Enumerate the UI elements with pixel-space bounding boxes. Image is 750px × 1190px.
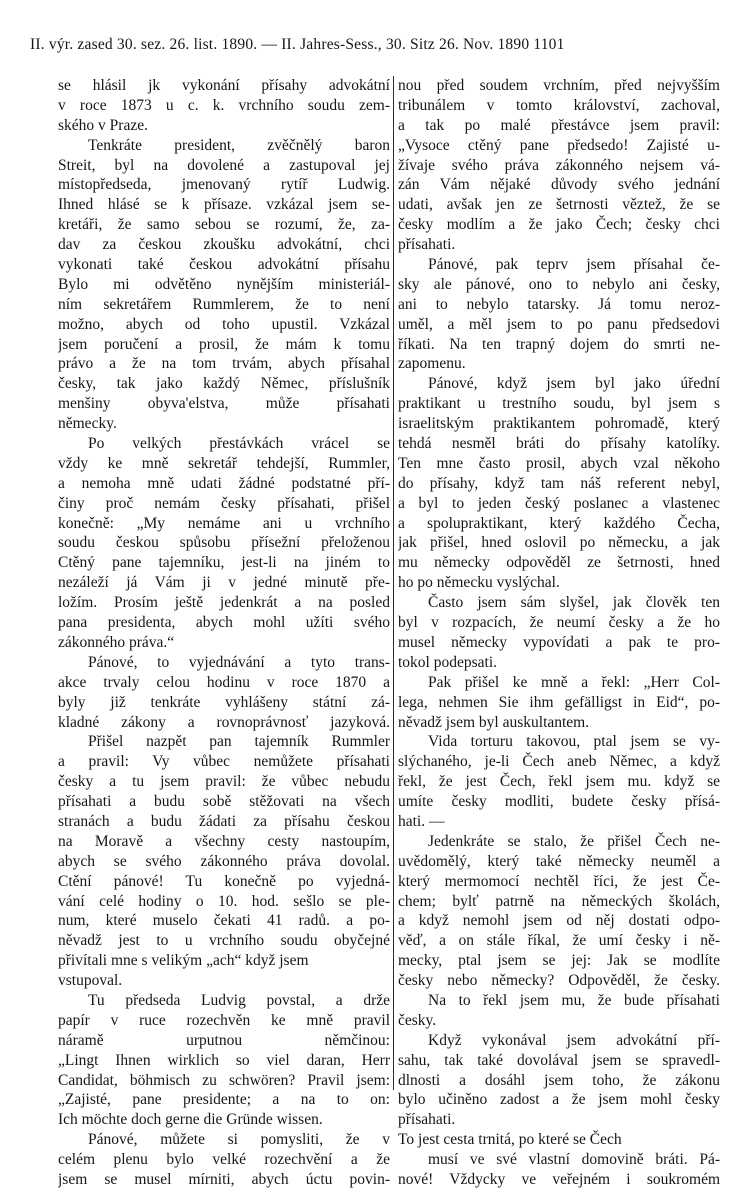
text-line: ského v Praze. — [58, 116, 148, 134]
text-line: dav za českou zkoušku advokátní, chci — [58, 236, 390, 254]
text-line: žívaje svého práva zákonného nejsem vá- — [398, 156, 720, 174]
text-line: Ten mne často prosil, abych vzal někoho — [398, 454, 720, 472]
text-line: papír v ruce rozechvěn ke mně pravil — [58, 1011, 390, 1029]
text-line: Pánové, když jsem byl jako úřední — [428, 375, 720, 393]
text-line: Tu předseda Ludvig povstal, a drže — [88, 991, 390, 1009]
text-line: jak přišel, hned oslovil po německu, a jak — [398, 534, 720, 552]
text-line: ani to nebylo tatarsky. Já tomu neroz- — [398, 295, 720, 313]
text-line: Vida torturu takovou, ptal jsem se vy- — [428, 733, 720, 751]
text-line: uměl, a měl jsem to po panu předsedovi — [398, 315, 720, 333]
text-line: celém plenu bylo velké rozechvění a že — [58, 1151, 390, 1169]
text-line: chem; bylť patrně na německých školách, — [398, 892, 720, 910]
text-line: „Vysoce ctěný pane předsedo! Zajisté u- — [398, 136, 720, 154]
text-line: vždy ke mně sekretář tehdejší, Rummler, — [58, 454, 390, 472]
text-line: přivítali mne s velikým „ach“ když jsem — [58, 952, 309, 970]
text-line: tehdá nesměl bráti do přísahy katolíky. — [398, 435, 720, 453]
text-line: ním sekretářem Rummlerem, že to není — [58, 295, 390, 313]
text-line: israelitským praktikantem pohromadě, který — [398, 415, 720, 433]
text-line: „Zajisté, pane presidente; a na to on: — [58, 1091, 390, 1109]
right-column — [398, 76, 720, 1190]
text-line: něvadž jsem byl auskultantem. — [398, 713, 590, 731]
text-line: a tak po malé přestávce jsem pravil: — [398, 116, 720, 134]
text-line: věď, a on stále říkal, že umí česky i ně- — [398, 932, 720, 950]
text-line: hati. — — [398, 812, 445, 830]
text-line: Candidat, böhmisch zu schwören? Pravil jsem: — [58, 1071, 390, 1089]
text-line: přísahati a budu sobě stěžovati na všech — [58, 793, 390, 811]
text-line: nové! Vždycky ve veřejném i soukromém — [398, 1170, 720, 1188]
text-line: možno, abych od toho upustil. Vzkázal — [58, 315, 390, 333]
text-line: a když nemohl jsem od něj dostati odpo- — [398, 912, 720, 930]
text-line: se hlásil jk vykonání přísahy advokátní — [58, 77, 390, 94]
text-line: přísahati. — [398, 1111, 456, 1129]
text-line: nou před soudem vrchním, před nejvyšším — [398, 77, 720, 94]
text-line: který mermomocí nechtěl říci, že jest Če- — [398, 872, 720, 890]
text-line: a pravil: Vy vůbec nemůžete přísahati — [58, 753, 390, 771]
text-line: stranách a budu žádati za přísahu českou — [58, 812, 390, 830]
text-line: na Moravě a všechny cesty nastoupím, — [58, 832, 390, 850]
text-line: místopředseda, jmenovaný rytíř Ludwig. — [58, 176, 390, 194]
text-line: vání celé hodiny o 10. hod. sešlo se ple- — [58, 892, 390, 910]
text-line: Streit, byl na dovolené a zastupoval jej — [58, 156, 390, 174]
text-line: pana presidenta, abych mohl užíti svého — [58, 614, 390, 632]
text-line: německy. — [58, 415, 117, 433]
text-line: česky a tu jsem pravil: že vůbec nebudu — [58, 773, 390, 791]
text-line: konečně: „My nemáme ani u vrchního — [58, 514, 390, 532]
text-line: bylo učiněno zadost a že jsem mohl česky — [398, 1091, 720, 1109]
text-line: česky. — [398, 1011, 437, 1029]
text-line: Na to řekl jsem mu, že bude přísahati — [428, 991, 720, 1009]
text-line: „Lingt Ihnen wirklich so viel daran, Herr — [58, 1051, 390, 1069]
left-column — [58, 76, 390, 1190]
text-line: uvědomělý, který také německy neuměl a — [398, 852, 720, 870]
text-line: nezáleží já Vám ji v jedné minutě pře- — [58, 574, 390, 592]
text-line: musel německy vypovídati a pak te pro- — [398, 633, 720, 651]
text-line: To jest cesta trnitá, po které se Čech — [398, 1131, 622, 1149]
running-header — [30, 36, 720, 60]
text-line: dlnosti a dosáhl jsem toho, že zákonu — [398, 1071, 720, 1089]
text-line: byly již tenkráte vyhlášeny státní zá- — [58, 693, 390, 711]
text-line: něvadž jest to u vrchního soudu obyčejné — [58, 932, 390, 950]
text-line: česky modlím a že jako Čech; česky chci — [398, 216, 720, 234]
text-line: umíte česky modliti, budete česky přísá- — [398, 793, 720, 811]
text-line: Přišel nazpět pan tajemník Rummler — [88, 733, 390, 751]
text-line: Pak přišel ke mně a řekl: „Herr Col- — [428, 673, 720, 691]
text-line: Tenkráte president, zvěčnělý baron — [88, 136, 390, 154]
text-line: Ich möchte doch gerne die Gründe wissen. — [58, 1111, 323, 1129]
text-line: právo a že na tom trvám, abych přísahal — [58, 355, 390, 373]
text-line: sahu, tak také dovolával jsem se spravedl- — [398, 1051, 720, 1069]
text-line: jsem se musel mírniti, abych úctu povin- — [58, 1170, 390, 1188]
text-line: akce trvaly celou hodinu v roce 1870 a — [58, 673, 390, 691]
text-line: Bylo mi odvětěno nynějším ministeriál- — [58, 275, 390, 293]
text-line: a spolupraktikant, který každého Čecha, — [398, 514, 720, 532]
text-line: a nemoha mně udati žádné podstatné pří- — [58, 474, 390, 492]
text-line: česky, tak jako každý Němec, příslušník — [58, 375, 390, 393]
text-line: zapomenu. — [398, 355, 466, 373]
text-line: abych se svého zákonného práva dovolal. — [58, 852, 390, 870]
text-line: menšiny obyva'elstva, může přísahati — [58, 395, 390, 413]
text-line: Pánové, pak teprv jsem přísahal če- — [428, 256, 720, 274]
text-line: činy proč nemám česky přísahati, přišel — [58, 494, 390, 512]
text-line: slýchaného, je-li Čech aneb Němec, a když — [398, 753, 720, 771]
text-line: Když vykonával jsem advokátní pří- — [428, 1031, 720, 1049]
text-line: tribunálem v tomto království, zachoval, — [398, 96, 720, 114]
text-line: byl v rozpacích, že neumí česky a že ho — [398, 614, 720, 632]
text-line: Pánové, můžete si pomysliti, že v — [88, 1131, 390, 1149]
text-line: v roce 1873 u c. k. vrchního soudu zem- — [58, 96, 390, 114]
text-line: kretáři, že samo sebou se rozumí, že, za- — [58, 216, 390, 234]
text-line: vykonati také českou advokátní přísahu — [58, 256, 390, 274]
text-line: musí ve své vlastní domovině bráti. Pá- — [428, 1151, 720, 1169]
text-line: česky nebo německy? Odpověděl, že česky. — [398, 972, 720, 990]
text-line: zákonného práva.“ — [58, 633, 175, 651]
text-line: jsem poručení a prosil, že mám k tomu — [58, 335, 390, 353]
column-divider — [393, 76, 394, 1090]
text-line: Pánové, to vyjednávání a tyto trans- — [88, 653, 390, 671]
text-line: Často jsem sám slyšel, jak člověk ten — [428, 594, 720, 612]
text-line: kladné zákony a rovnoprávnosť jazyková. — [58, 713, 390, 731]
text-line: num, které muselo čekati 41 radů. a po- — [58, 912, 390, 930]
text-line: vstupoval. — [58, 972, 123, 990]
text-line: ložím. Prosím ještě jedenkrát a na posled — [58, 594, 390, 612]
text-line: a byl to jeden český poslanec a vlastenec — [398, 494, 720, 512]
text-line: říkati. Na ten trapný dojem do smrti ne- — [398, 335, 720, 353]
text-line: soudu českou spůsobu přísežní přeloženou — [58, 534, 390, 552]
text-line: lega, nehmen Sie ihm gefälligst in Eid“, po- — [398, 693, 720, 711]
text-line: do přísahy, když tam náš referent nebyl, — [398, 474, 720, 492]
text-line: ho po německu vyslýchal. — [398, 574, 560, 592]
text-line: mecky, ptal jsem se jej: Jak se modlíte — [398, 952, 720, 970]
text-line: přísahati. — [398, 236, 456, 254]
text-line: Ctění pánové! Tu konečně po vyjedná- — [58, 872, 390, 890]
text-line: Po velkých přestávkách vrácel se — [88, 435, 390, 453]
text-line: Ctěný pane tajemníku, jest-li na jiném to — [58, 554, 390, 572]
text-line: řekl, že jest Čech, řekl jsem mu. když se — [398, 773, 720, 791]
text-line: praktikant u trestního soudu, byl jsem s — [398, 395, 720, 413]
text-line: tokol podepsati. — [398, 653, 498, 671]
header-text: II. výr. zased 30. sez. 26. list. 1890. — II. Jahres-Sess., 30. Sitz 26. Nov. 1890 1101 — [30, 36, 565, 53]
text-line: sky ale pánové, ono to nebylo ani česky, — [398, 275, 720, 293]
text-line: Ihned hlásé se k přísaze. vzkázal jsem se- — [58, 196, 390, 214]
text-line: Jedenkráte se stalo, že přišel Čech ne- — [428, 832, 720, 850]
text-line: náramě urputnou němčinou: — [58, 1031, 390, 1049]
text-line: zán Vám nějaké důvody svého jednání — [398, 176, 720, 194]
text-line: mu německy odpověděl ze šetrnosti, hned — [398, 554, 720, 572]
text-line: udati, avšak jen ze šetrnosti věztež, že se — [398, 196, 720, 214]
